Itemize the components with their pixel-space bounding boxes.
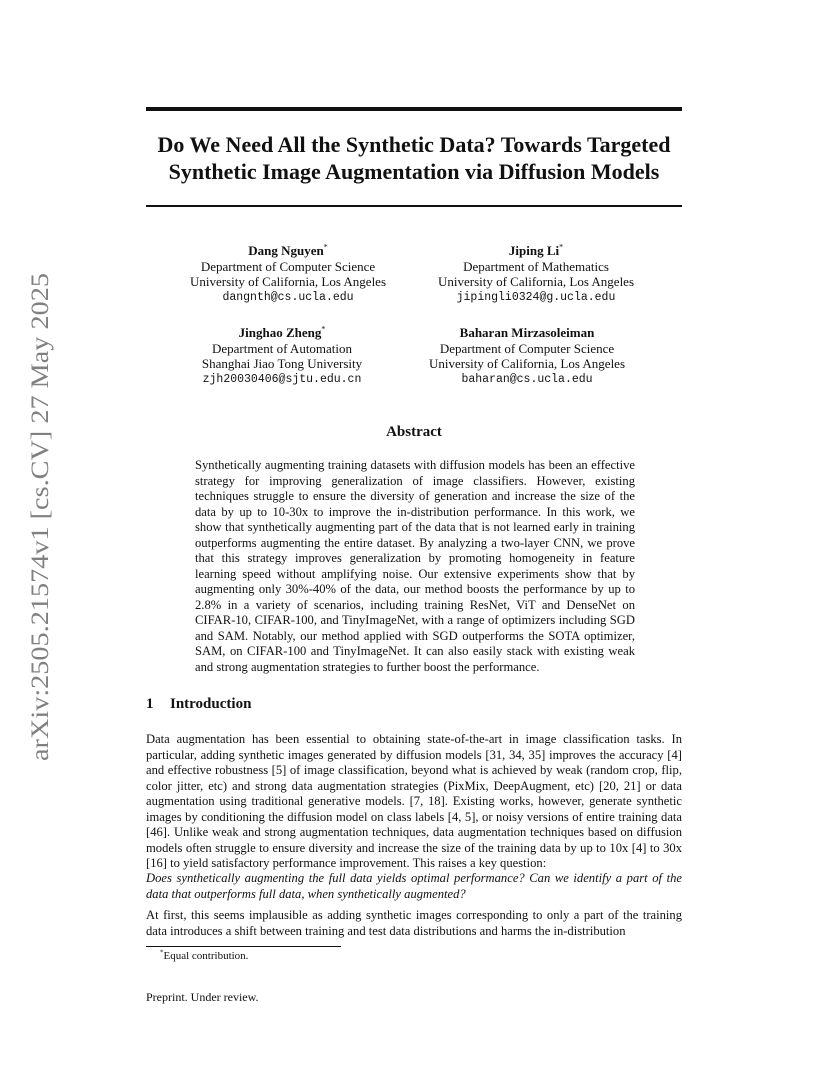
author-affiliation: University of California, Los Angeles bbox=[437, 274, 635, 289]
author-department: Department of Mathematics bbox=[463, 258, 609, 274]
author-block-2 bbox=[411, 243, 661, 305]
author-affiliation: University of California, Los Angeles bbox=[428, 356, 626, 371]
author-block-3 bbox=[157, 325, 407, 387]
author-email[interactable]: jipingli0324@g.ucla.edu bbox=[456, 290, 616, 304]
title-line-1: Do We Need All the Synthetic Data? Towards Targeted bbox=[157, 132, 671, 157]
title-rule-bottom bbox=[146, 205, 682, 207]
abstract-text: Synthetically augmenting training datasets with diffusion models has been an effective strategy for improving generalization of image classifiers. However, existing techniques struggle to ensure the diversity of generation and increase the size of the data by up to 10-30x to improve the in-distribution performance. In this work, we show that synthetically augmenting part of the data that is not learned early in training outperforms augmenting the entire dataset. By analyzing a two-layer CNN, we prove that this strategy improves generalization by promoting homogeneity in feature learning speed without amplifying noise. Our extensive experiments show that by augmenting only 30%-40% of the data, our method boosts the performance by up to 2.8% in a variety of scenarios, including training ResNet, ViT and DenseNet on CIFAR-10, CIFAR-100, and TinyImageNet, with a range of optimizers including SGD and SAM. Notably, our method applied with SGD outperforms the SOTA optimizer, SAM, on CIFAR-100 and TinyImageNet. It can also easily stack with existing weak and strong augmentation strategies to further boost the performance. bbox=[195, 458, 635, 674]
section-number: 1 bbox=[146, 696, 154, 712]
author-department: Department of Automation bbox=[211, 340, 353, 356]
author-department: Department of Computer Science bbox=[200, 258, 376, 274]
arxiv-stamp-text: arXiv:2505.21574v1 [cs.CV] 27 May 2025 bbox=[27, 329, 54, 761]
section-heading-introduction bbox=[146, 696, 251, 713]
author-affiliation: Shanghai Jiao Tong University bbox=[201, 356, 363, 371]
footnote-rule bbox=[146, 946, 341, 947]
author-department: Department of Computer Science bbox=[439, 340, 615, 356]
intro-paragraph-2: At first, this seems implausible as adding synthetic images corresponding to only a part of the training data introduces a shift between training and test data distributions and harms the in-distribution bbox=[146, 908, 682, 938]
author-affiliation: University of California, Los Angeles bbox=[189, 274, 387, 289]
title-rule-top bbox=[146, 107, 682, 111]
footnote: *Equal contribution. bbox=[160, 948, 249, 962]
arxiv-stamp bbox=[8, 272, 64, 762]
intro-paragraph-1: Data augmentation has been essential to obtaining state-of-the-art in image classification tasks. In particular, adding synthetic images generated by diffusion models [31, 34, 35] improves the accuracy [4] and effective robustness [5] of image classification, beyond what is achieved by weak (random crop, flip, color jitter, etc) and strong data augmentation strategies (PixMix, DeepAugment, etc) [20, 21] or data augmentation using traditional generative models. [7, 18]. Existing works, however, generate synthetic images by conditioning the diffusion model on class labels [4, 5], or noisy versions of entire training data [46]. Unlike weak and strong augmentation techniques, data augmentation techniques based on diffusion models often struggle to ensure diversity and increase the size of the training data by up to 10x [4] to 30x [16] to yield satisfactory performance improvement. This raises a key question: bbox=[146, 732, 682, 870]
author-name: Dang Nguyen* bbox=[248, 242, 328, 258]
footnote-text: Equal contribution. bbox=[163, 950, 249, 962]
intro-key-question: Does synthetically augmenting the full data yields optimal performance? Can we identify a part of the data that outperforms full data, when synthetically augmented? bbox=[146, 871, 682, 901]
author-name: Jinghao Zheng* bbox=[238, 324, 326, 340]
author-email[interactable]: baharan@cs.ucla.edu bbox=[461, 372, 593, 386]
author-block-1 bbox=[163, 243, 413, 305]
author-block-4 bbox=[402, 325, 652, 387]
section-title: Introduction bbox=[170, 696, 252, 712]
author-name: Baharan Mirzasoleiman bbox=[459, 325, 595, 340]
author-email[interactable]: zjh20030406@sjtu.edu.cn bbox=[202, 372, 362, 386]
title-line-2: Synthetic Image Augmentation via Diffusion Models bbox=[168, 159, 660, 184]
preprint-notice: Preprint. Under review. bbox=[146, 990, 259, 1004]
abstract-heading: Abstract bbox=[386, 424, 442, 440]
arxiv-stamp-svg bbox=[8, 272, 64, 762]
author-email[interactable]: dangnth@cs.ucla.edu bbox=[222, 290, 354, 304]
author-name: Jiping Li* bbox=[508, 242, 564, 258]
paper-title bbox=[146, 131, 682, 185]
